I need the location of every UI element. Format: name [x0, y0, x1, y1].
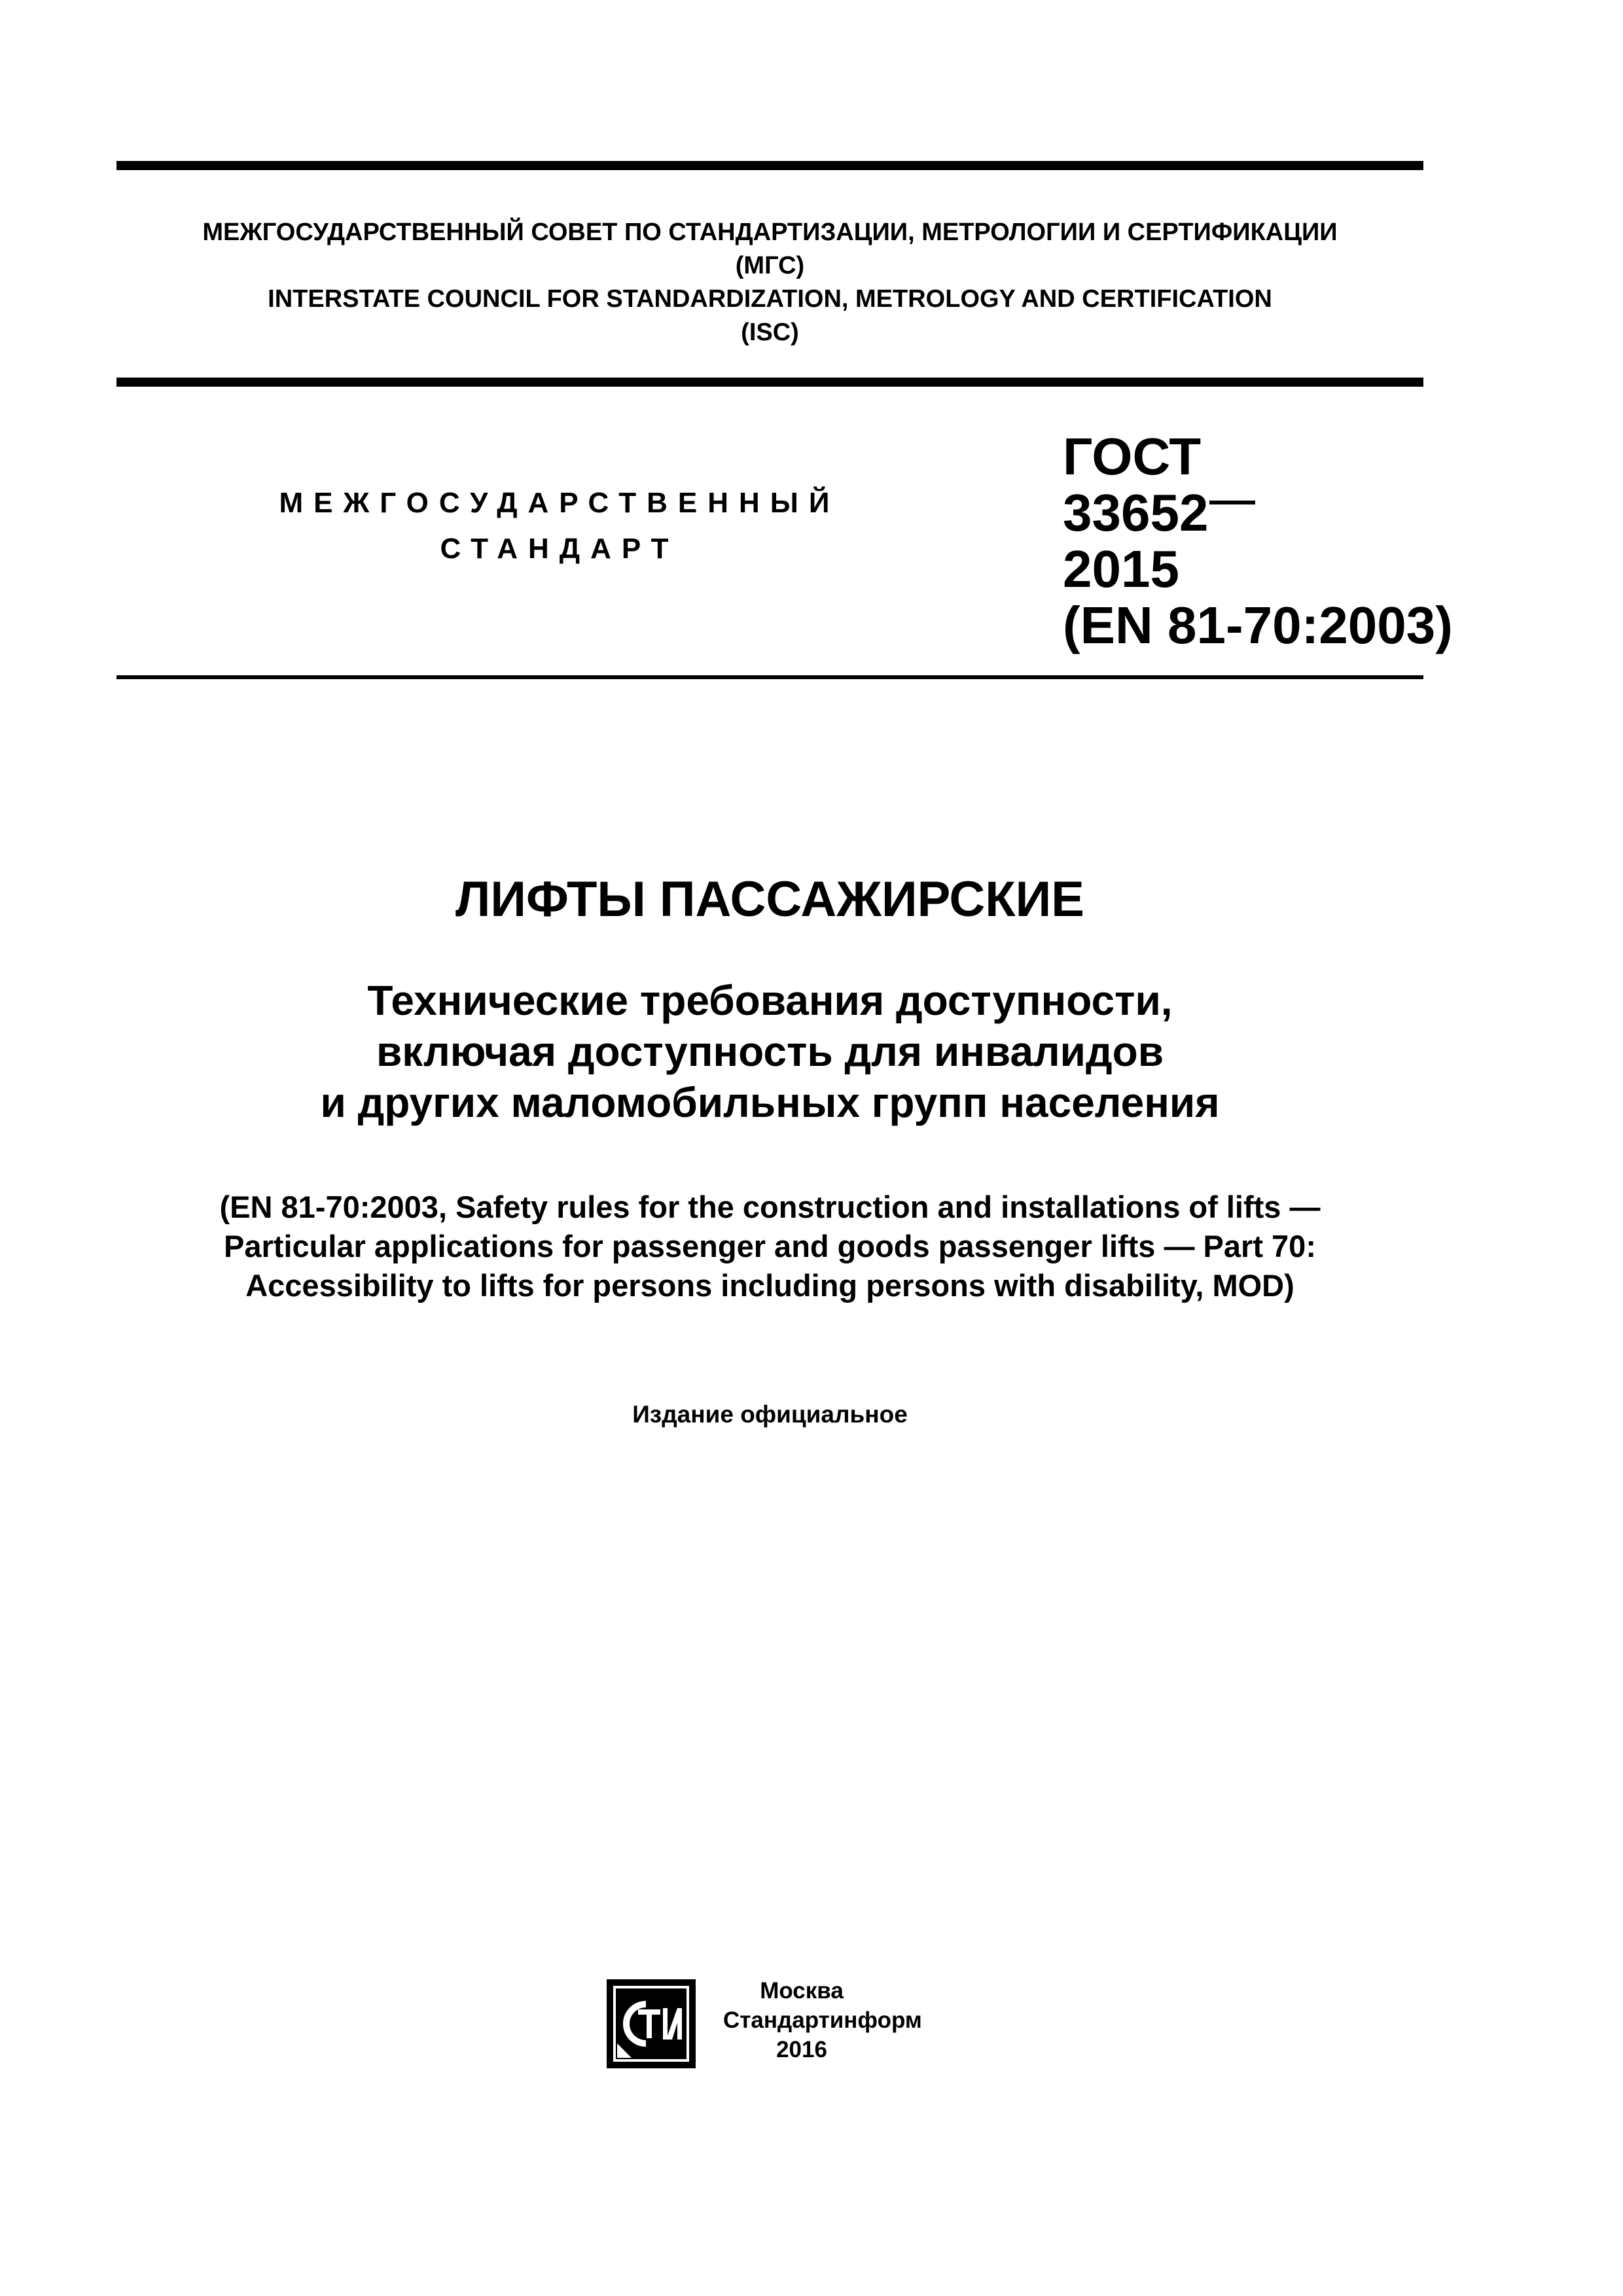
standartinform-logo-icon — [605, 1978, 697, 2070]
official-edition: Издание официальное — [632, 1401, 908, 1428]
imprint-publisher: Стандартинформ — [723, 2007, 922, 2033]
en-reference-line: (EN 81-70:2003, Safety rules for the construction and installations of lifts — — [219, 1190, 1321, 1224]
header-rule — [116, 378, 1423, 387]
document-subtitle — [116, 975, 1423, 1128]
designation-prefix: ГОСТ — [1063, 427, 1202, 486]
subtitle-line: и других маломобильных групп населения — [320, 1079, 1220, 1126]
designation-rule — [116, 675, 1423, 679]
standard-type — [216, 480, 903, 572]
designation-dash — [1209, 501, 1255, 504]
council-name-ru: МЕЖГОСУДАРСТВЕННЫЙ СОВЕТ ПО СТАНДАРТИЗАЦИИ, МЕТРОЛОГИИ И СЕРТИФИКАЦИИ — [202, 219, 1338, 246]
imprint-city: Москва — [760, 1978, 844, 2004]
en-reference — [116, 1188, 1423, 1305]
standard-designation — [1063, 429, 1453, 654]
imprint-year: 2016 — [776, 2037, 827, 2062]
designation-equivalent: (EN 81-70:2003) — [1063, 596, 1453, 654]
council-header — [116, 216, 1423, 349]
subtitle-line: Технические требования доступности, — [367, 977, 1173, 1024]
designation-year: 2015 — [1063, 540, 1179, 598]
designation-number: 33652 — [1063, 484, 1209, 542]
document-title: ЛИФТЫ ПАССАЖИРСКИЕ — [455, 872, 1084, 927]
subtitle-line: включая доступность для инвалидов — [376, 1028, 1164, 1075]
en-reference-line: Particular applications for passenger and goods passenger lifts — Part 70: — [224, 1229, 1316, 1263]
en-reference-line: Accessibility to lifts for persons including persons with disability, MOD) — [245, 1268, 1294, 1303]
standard-type-line2: СТАНДАРТ — [440, 533, 679, 565]
council-name-en: INTERSTATE COUNCIL FOR STANDARDIZATION, METROLOGY AND CERTIFICATION — [268, 285, 1272, 313]
council-abbr-en: (ISC) — [741, 319, 799, 346]
imprint — [723, 1976, 922, 2064]
top-rule — [116, 161, 1423, 170]
standard-type-line1: МЕЖГОСУДАРСТВЕННЫЙ — [279, 487, 840, 519]
designation-number-row — [1063, 485, 1453, 541]
council-abbr-ru: (МГС) — [735, 252, 805, 279]
